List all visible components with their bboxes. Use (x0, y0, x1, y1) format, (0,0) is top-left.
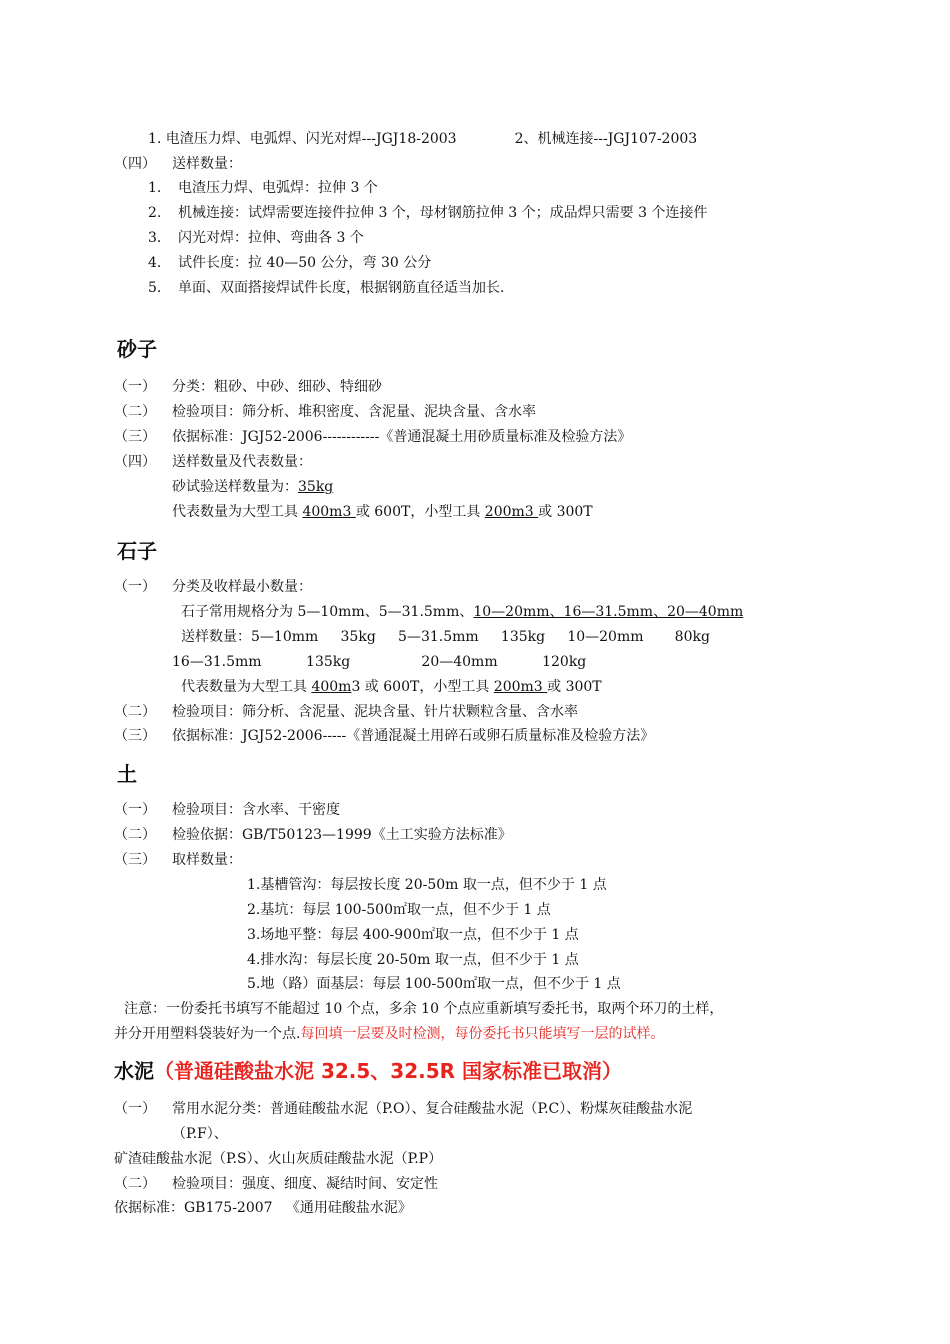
weld-standard-line (148, 129, 697, 149)
sand-line: （三） 依据标准：JGJ52-2006------------《普通混凝土用砂质量标准及检验方法》 (114, 429, 632, 445)
list-item: 1. 电渣压力焊、电弧焊：拉伸 3 个 (148, 180, 378, 196)
section-title-stone: 石子 (117, 539, 157, 563)
soil-line: （二） 检验依据：GB/T50123—1999《土工实验方法标准》 (114, 827, 512, 843)
sand-representative-qty: 代表数量为大型工具 400m3 或 600T，小型工具 200m3 或 300T (172, 504, 593, 520)
soil-sample-item: 1.基槽管沟：每层按长度 20-50m 取一点，但不少于 1 点 (247, 877, 607, 893)
cement-line: （二） 检验项目：强度、细度、凝结时间、安定性 (114, 1176, 438, 1192)
stone-representative-qty: 代表数量为大型工具 400m3 或 600T，小型工具 200m3 或 300T (181, 679, 602, 695)
soil-sample-item: 3.场地平整：每层 400-900㎡取一点，但不少于 1 点 (247, 927, 579, 943)
sand-line: （二） 检验项目：筛分析、堆积密度、含泥量、泥块含量、含水率 (114, 404, 536, 420)
weld-standard-b: 2、机械连接---JGJ107-2003 (514, 131, 698, 147)
heading-text: 送样数量： (172, 156, 242, 172)
weld-standard-a: 1. 电渣压力焊、电弧焊、闪光对焊---JGJ18-2003 (148, 131, 457, 147)
soil-note-line-2: 并分开用塑料袋装好为一个点.每回填一层要及时检测，每份委托书只能填写一层的试样。 (114, 1026, 665, 1042)
list-item: 4. 试件长度：拉 40—50 公分，弯 30 公分 (148, 255, 432, 271)
section-title-cement: 水泥（普通硅酸盐水泥 32.5、32.5R 国家标准已取消） (114, 1059, 623, 1083)
stone-send-qty-1: 送样数量：5—10mm 35kg 5—31.5mm 135kg 10—20mm 80kg (181, 629, 710, 645)
sand-sample-qty: 砂试验送样数量为：35kg (172, 479, 334, 495)
cement-line-continued: （P.F）、 (172, 1126, 228, 1142)
cement-line: 矿渣硅酸盐水泥（P.S）、火山灰质硅酸盐水泥（P.P） (114, 1151, 443, 1167)
list-item: 3. 闪光对焊：拉伸、弯曲各 3 个 (148, 230, 364, 246)
stone-line: （三） 依据标准：JGJ52-2006-----《普通混凝土用碎石或卵石质量标准及检验方法》 (114, 728, 655, 744)
list-item: 5. 单面、双面搭接焊试件长度，根据钢筋直径适当加长. (148, 280, 505, 296)
soil-sample-item: 4.排水沟：每层长度 20-50m 取一点，但不少于 1 点 (247, 952, 579, 968)
soil-sample-item: 5.地（路）面基层：每层 100-500㎡取一点，但不少于 1 点 (247, 976, 621, 992)
soil-sample-item: 2.基坑：每层 100-500㎡取一点，但不少于 1 点 (247, 902, 551, 918)
stone-line: （二） 检验项目：筛分析、含泥量、泥块含量、针片状颗粒含量、含水率 (114, 704, 578, 720)
cement-line: （一） 常用水泥分类：普通硅酸盐水泥（P.O）、复合硅酸盐水泥（P.C）、粉煤灰硅酸盐水泥 (114, 1101, 693, 1117)
section-title-soil: 土 (117, 762, 137, 786)
cement-standard: 依据标准：GB175-2007 《通用硅酸盐水泥》 (114, 1200, 412, 1216)
section-title-sand: 砂子 (117, 337, 157, 361)
stone-send-qty-2: 16—31.5mm 135kg 20—40mm 120kg (172, 654, 587, 670)
list-item: 2. 机械连接：试焊需要连接件拉伸 3 个，母材钢筋拉伸 3 个；成品焊只需要 3 个连接件 (148, 205, 708, 221)
cement-title-note: （普通硅酸盐水泥 32.5、32.5R 国家标准已取消） (154, 1059, 623, 1083)
weld-qty-heading (114, 154, 242, 174)
soil-note-line-1: 注意：一份委托书填写不能超过 10 个点，多余 10 个点应重新填写委托书，取两个环刀的土样， (124, 1001, 724, 1017)
paren-number: （四） (114, 156, 156, 172)
soil-line: （一） 检验项目：含水率、干密度 (114, 802, 340, 818)
stone-line: （一） 分类及收样最小数量： (114, 579, 312, 595)
sand-line: （四） 送样数量及代表数量： (114, 454, 312, 470)
soil-note-warning: 每回填一层要及时检测，每份委托书只能填写一层的试样。 (300, 1026, 665, 1042)
soil-line: （三） 取样数量： (114, 852, 242, 868)
stone-spec: 石子常用规格分为 5—10mm、5—31.5mm、10—20mm、16—31.5mm、20—40mm (181, 604, 744, 620)
sand-line: （一） 分类：粗砂、中砂、细砂、特细砂 (114, 379, 382, 395)
